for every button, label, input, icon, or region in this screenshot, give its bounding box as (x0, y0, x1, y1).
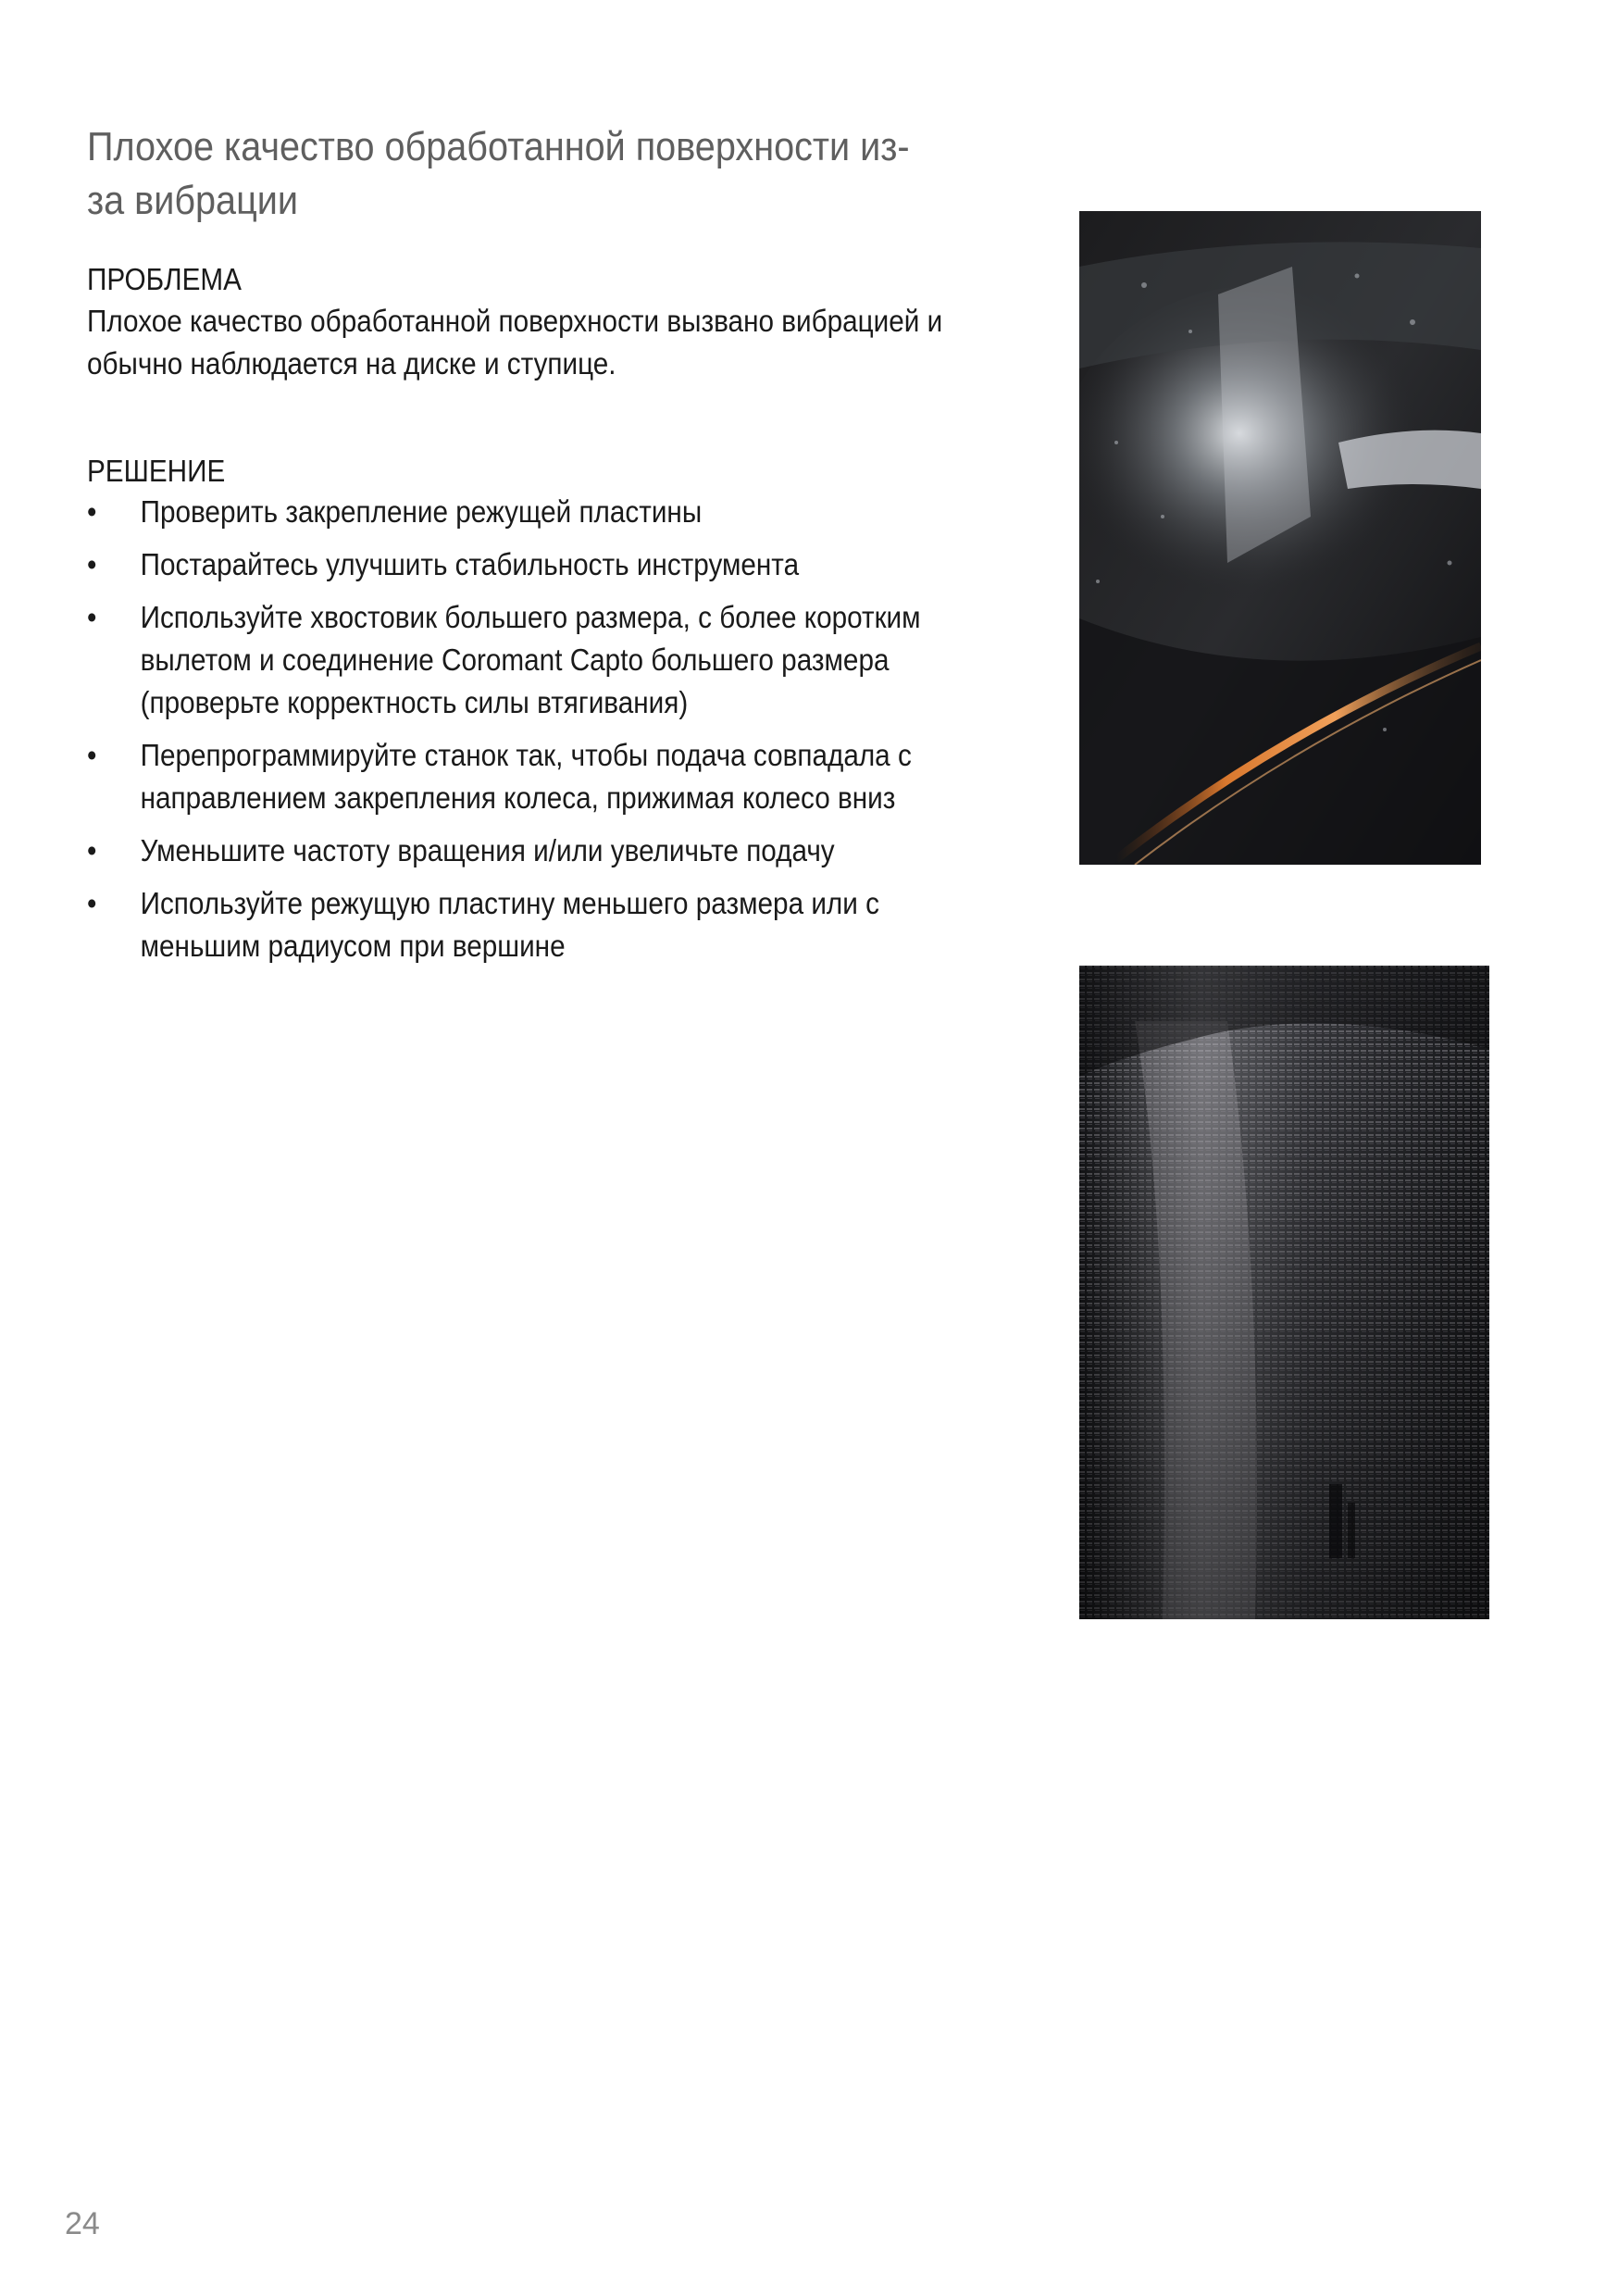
solution-item (87, 734, 970, 819)
machined-surface-photo (1079, 211, 1481, 865)
problem-text: Плохое качество обработанной поверхности вызвано вибрацией и обычно наблюдается на диске и ступице. (87, 304, 943, 381)
bullet-icon: • (87, 600, 97, 634)
solution-item (87, 491, 970, 533)
chatter-marks-photo (1079, 966, 1489, 1619)
solution-item-text: Постарайтесь улучшить стабильность инструмента (140, 547, 800, 581)
page-title: Плохое качество обработанной поверхности из-за вибрации (87, 124, 910, 223)
page-number: 24 (65, 2206, 100, 2241)
solution-item-text: Перепрограммируйте станок так, чтобы подача совпадала с направлением закрепления колеса, прижимая колесо вниз (140, 738, 912, 815)
solution-item-text: Уменьшите частоту вращения и/или увеличьте подачу (140, 833, 835, 867)
solution-item (87, 882, 970, 967)
solution-item (87, 543, 970, 586)
solution-item-text: Проверить закрепление режущей пластины (140, 494, 703, 529)
bullet-icon: • (87, 738, 97, 772)
bullet-icon: • (87, 833, 97, 867)
solution-heading: РЕШЕНИЕ (87, 454, 226, 488)
bullet-icon: • (87, 886, 97, 920)
solution-item-text: Используйте режущую пластину меньшего размера или с меньшим радиусом при вершине (140, 886, 879, 963)
problem-heading: ПРОБЛЕМА (87, 262, 242, 296)
solution-item (87, 596, 970, 724)
solution-item-text: Используйте хвостовик большего размера, с более коротким вылетом и соединение Coromant Capto большего размера (проверьте корректность силы втягивания) (140, 600, 921, 719)
solution-list (87, 491, 970, 978)
bullet-icon: • (87, 494, 97, 529)
bullet-icon: • (87, 547, 97, 581)
solution-item (87, 830, 970, 872)
